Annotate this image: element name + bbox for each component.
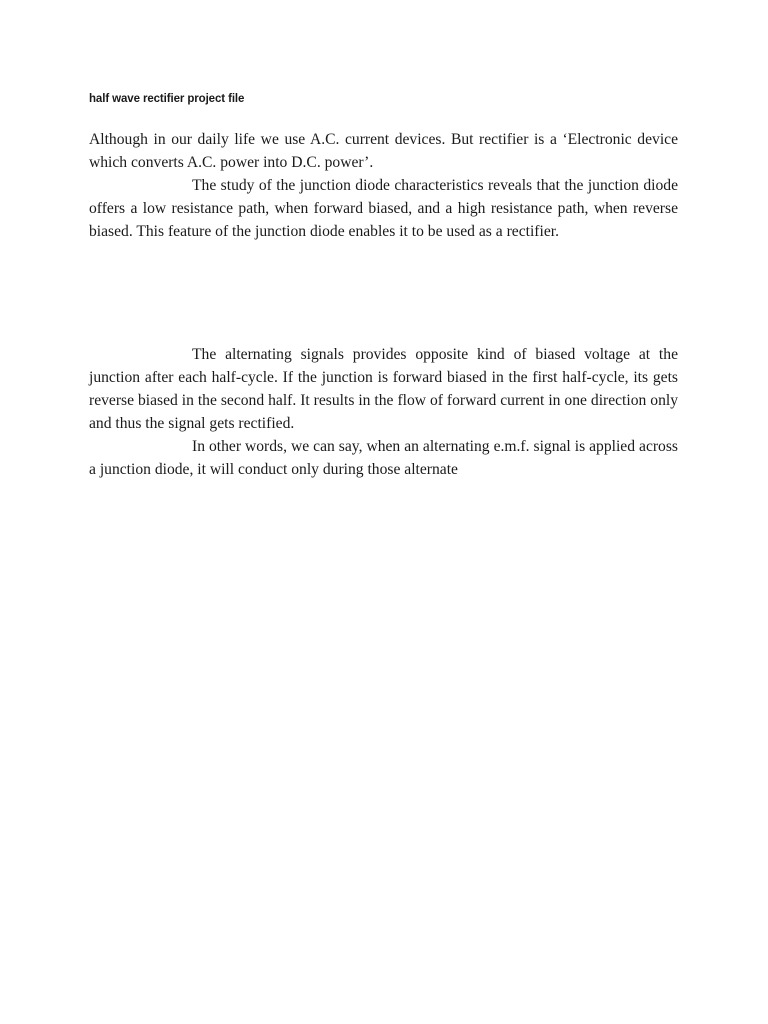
text-block-intro: [89, 128, 678, 243]
paragraph-intro: Although in our daily life we use A.C. current devices. But rectifier is a ‘Electronic device which converts A.C. power into D.C. power’.: [89, 131, 678, 171]
paragraph-other-words: In other words, we can say, when an alternating e.m.f. signal is applied across a junction diode, it will conduct only during those alternate: [89, 438, 678, 478]
paragraph-alternating-signals: The alternating signals provides opposite kind of biased voltage at the junction after each half-cycle. If the junction is forward biased in the first half-cycle, its gets reverse biased in the second half. It results in the flow of forward current in one direction only and thus the signal gets rectified.: [89, 346, 678, 432]
text-block-operation: [89, 343, 678, 481]
paragraph-diode-characteristics: The study of the junction diode characteristics reveals that the junction diode offers a low resistance path, when forward biased, and a high resistance path, when reverse biased. This feature of the junction diode enables it to be used as a rectifier.: [89, 177, 678, 240]
document-title: half wave rectifier project file: [89, 93, 245, 105]
